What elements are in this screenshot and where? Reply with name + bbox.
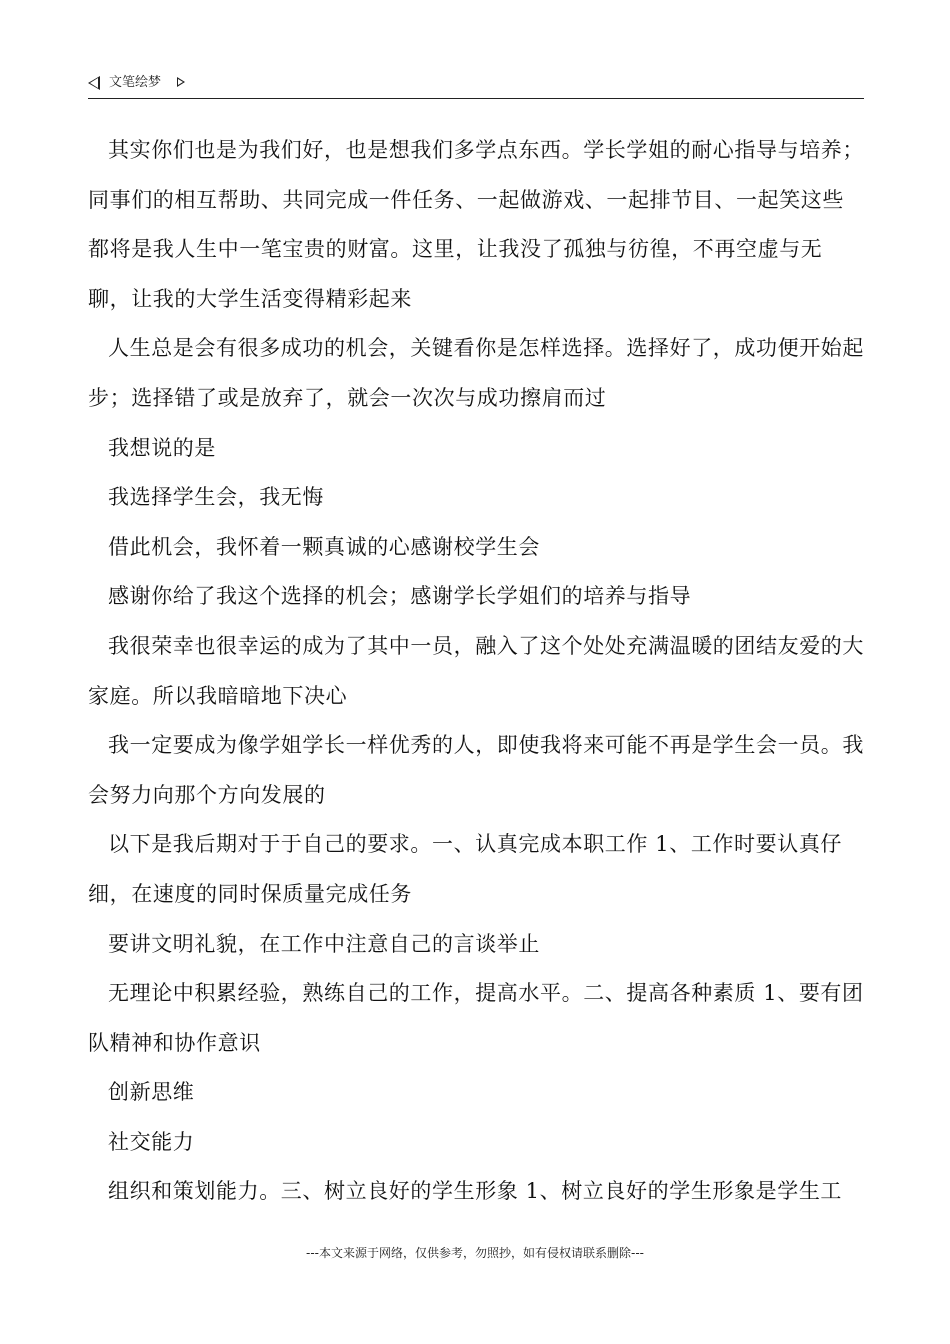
paragraph: 要讲文明礼貌，在工作中注意自己的言谈举止 (108, 931, 540, 956)
page-footer: ---本文来源于网络，仅供参考，勿照抄，如有侵权请联系删除--- (306, 1246, 644, 1260)
paragraph: 我一定要成为像学姐学长一样优秀的人，即使我将来可能不再是学生会一员。我会努力向那个方向发展的 (88, 733, 864, 807)
paragraph: 我想说的是 (108, 435, 216, 460)
header-title: 文笔绘梦 (109, 75, 162, 90)
paragraph: 组织和策划能力。三、树立良好的学生形象 1、树立良好的学生形象是学生工 (108, 1179, 843, 1204)
paragraph: 创新思维 (108, 1080, 195, 1105)
document-body (88, 126, 864, 1217)
triangle-left-icon (88, 76, 100, 90)
paragraph: 感谢你给了我这个选择的机会；感谢学长学姐们的培养与指导 (108, 584, 692, 609)
paragraph: 我很荣幸也很幸运的成为了其中一员，融入了这个处处充满温暖的团结友爱的大家庭。所以我暗暗地下决心 (88, 633, 864, 708)
triangle-right-icon (177, 77, 185, 87)
paragraph: 我选择学生会，我无悔 (108, 485, 324, 510)
paragraph: 人生总是会有很多成功的机会，关键看你是怎样选择。选择好了，成功便开始起步；选择错了或是放弃了，就会一次次与成功擦肩而过 (88, 336, 864, 410)
paragraph: 其实你们也是为我们好，也是想我们多学点东西。学长学姐的耐心指导与培养；同事们的相互帮助、共同完成一件任务、一起做游戏、一起排节目、一起笑这些都将是我人生中一笔宝贵的财富。这里，让我没了孤独与彷徨，不再空虚与无聊，让我的大学生活变得精彩起来 (88, 138, 864, 311)
page-header (88, 74, 864, 99)
paragraph: 以下是我后期对于于自己的要求。一、认真完成本职工作 1、工作时要认真仔细，在速度的同时保质量完成任务 (88, 832, 843, 906)
paragraph: 借此机会，我怀着一颗真诚的心感谢校学生会 (108, 534, 540, 559)
paragraph: 社交能力 (108, 1129, 195, 1154)
paragraph: 无理论中积累经验，熟练自己的工作，提高水平。二、提高各种素质 1、要有团队精神和协作意识 (88, 981, 864, 1055)
